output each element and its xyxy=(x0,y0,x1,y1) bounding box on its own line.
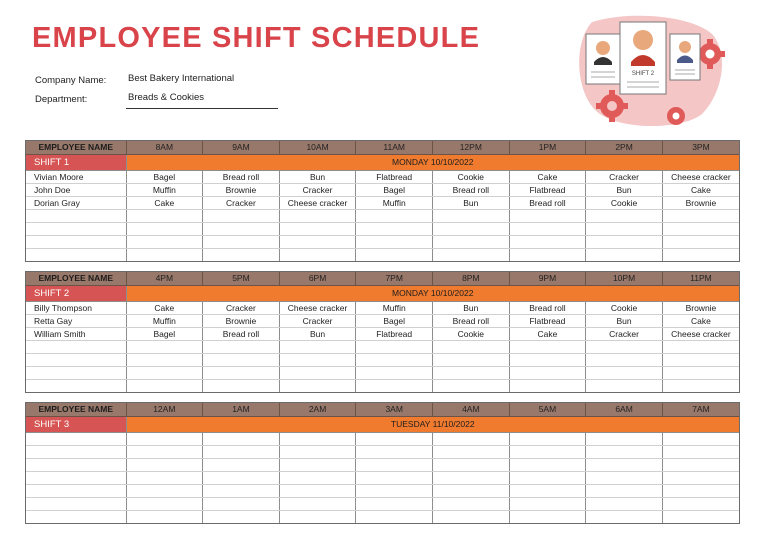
shift-cell[interactable] xyxy=(509,498,586,511)
time-header: 8PM xyxy=(433,272,510,286)
shift-cell[interactable] xyxy=(586,341,663,354)
shift-cell[interactable]: Cracker xyxy=(586,171,663,184)
shift-cell[interactable] xyxy=(126,249,203,262)
shift-cell[interactable] xyxy=(662,236,739,249)
shift-cell[interactable] xyxy=(126,446,203,459)
employee-name-cell[interactable]: William Smith xyxy=(26,328,126,341)
employee-name-cell[interactable] xyxy=(26,472,126,485)
shift-cell[interactable]: Bread roll xyxy=(509,302,586,315)
shift-cell[interactable]: Muffin xyxy=(356,197,433,210)
shift-cell[interactable] xyxy=(279,472,356,485)
table-row xyxy=(26,354,739,367)
card-label: SHIFT 2 xyxy=(631,71,655,77)
employee-name-cell[interactable]: Dorian Gray xyxy=(26,197,126,210)
shift-cell[interactable]: Cake xyxy=(126,197,203,210)
time-header: 6PM xyxy=(279,272,356,286)
shift-cell[interactable] xyxy=(586,249,663,262)
table-row xyxy=(26,433,739,446)
shift-cell[interactable] xyxy=(203,511,280,524)
shift-cell[interactable] xyxy=(203,433,280,446)
shift-cell[interactable] xyxy=(203,210,280,223)
shift-cell[interactable] xyxy=(356,223,433,236)
shift-cell[interactable]: Bread roll xyxy=(433,184,510,197)
shift-date: TUESDAY 11/10/2022 xyxy=(126,417,739,433)
shift-cell[interactable] xyxy=(126,433,203,446)
time-header: 2PM xyxy=(586,141,663,155)
shift-cell[interactable]: Flatbread xyxy=(509,184,586,197)
shift-label: SHIFT 2 xyxy=(26,286,126,302)
shift-cell[interactable]: Cracker xyxy=(279,184,356,197)
shift-cell[interactable] xyxy=(509,485,586,498)
shift-cell[interactable] xyxy=(126,459,203,472)
time-header: 5AM xyxy=(509,403,586,417)
shift-cell[interactable]: Cookie xyxy=(586,197,663,210)
employee-name-cell[interactable] xyxy=(26,249,126,262)
shift-cell[interactable] xyxy=(126,380,203,393)
shift-cell[interactable] xyxy=(662,485,739,498)
table-row xyxy=(26,249,739,262)
time-header: 3AM xyxy=(356,403,433,417)
shift-cell[interactable]: Cookie xyxy=(433,328,510,341)
shift-cell[interactable] xyxy=(279,210,356,223)
shift-cell[interactable]: Muffin xyxy=(356,302,433,315)
time-header: 3PM xyxy=(662,141,739,155)
shift-cell[interactable] xyxy=(279,341,356,354)
time-header: 4AM xyxy=(433,403,510,417)
shift-cell[interactable] xyxy=(662,249,739,262)
shift-cell[interactable] xyxy=(509,511,586,524)
shift-1-table xyxy=(26,141,739,261)
shift-cell[interactable] xyxy=(126,341,203,354)
shift-cell[interactable] xyxy=(356,354,433,367)
shift-cell[interactable] xyxy=(356,210,433,223)
shift-cell[interactable]: Bagel xyxy=(356,315,433,328)
time-header: 5PM xyxy=(203,272,280,286)
shift-cell[interactable]: Muffin xyxy=(126,184,203,197)
shift-row xyxy=(26,417,739,433)
shift-cell[interactable]: Flatbread xyxy=(509,315,586,328)
time-header: 9PM xyxy=(509,272,586,286)
shift-cell[interactable] xyxy=(279,498,356,511)
table-row xyxy=(26,223,739,236)
shift-cell[interactable]: Flatbread xyxy=(356,171,433,184)
table-row xyxy=(26,485,739,498)
shift-cell[interactable] xyxy=(662,498,739,511)
shift-cell[interactable]: Bun xyxy=(586,315,663,328)
shift-cell[interactable] xyxy=(509,433,586,446)
time-header: 4PM xyxy=(126,272,203,286)
employee-name-cell[interactable] xyxy=(26,498,126,511)
shift-cell[interactable] xyxy=(126,498,203,511)
shift-cell[interactable] xyxy=(433,485,510,498)
shift-cell[interactable] xyxy=(662,459,739,472)
shift-cell[interactable] xyxy=(203,223,280,236)
shift-cell[interactable] xyxy=(586,498,663,511)
page-title: EMPLOYEE SHIFT SCHEDULE xyxy=(32,22,481,54)
shift-cell[interactable]: Flatbread xyxy=(356,328,433,341)
shift-cell[interactable] xyxy=(509,367,586,380)
employee-name-cell[interactable] xyxy=(26,236,126,249)
shift-cell[interactable] xyxy=(203,459,280,472)
shift-cell[interactable]: Cake xyxy=(126,302,203,315)
shift-cell[interactable]: Brownie xyxy=(203,315,280,328)
shift-cell[interactable]: Bread roll xyxy=(203,171,280,184)
shift-cell[interactable] xyxy=(509,459,586,472)
shift-cell[interactable] xyxy=(586,459,663,472)
shift-cell[interactable] xyxy=(433,498,510,511)
shift-cell[interactable] xyxy=(509,249,586,262)
table-row xyxy=(26,236,739,249)
employee-name-header: EMPLOYEE NAME xyxy=(26,403,126,417)
shift-cell[interactable]: Cake xyxy=(662,184,739,197)
shift-cell[interactable] xyxy=(509,446,586,459)
shift-cell[interactable]: Bun xyxy=(279,328,356,341)
header-row xyxy=(26,141,739,155)
table-row xyxy=(26,367,739,380)
shift-cell[interactable] xyxy=(203,498,280,511)
shift-cell[interactable] xyxy=(433,511,510,524)
time-header: 7PM xyxy=(356,272,433,286)
shift-cell[interactable] xyxy=(279,249,356,262)
shift-cell[interactable]: Cracker xyxy=(586,328,663,341)
shift-cell[interactable] xyxy=(586,367,663,380)
shift-cell[interactable] xyxy=(586,472,663,485)
shift-cell[interactable]: Bun xyxy=(586,184,663,197)
department-underline xyxy=(126,108,278,109)
shift-cell[interactable] xyxy=(356,498,433,511)
shift-cell[interactable] xyxy=(509,472,586,485)
shift-cell[interactable] xyxy=(662,367,739,380)
shift-cell[interactable] xyxy=(356,380,433,393)
employee-name-cell[interactable] xyxy=(26,367,126,380)
shift-cell[interactable] xyxy=(586,210,663,223)
time-header: 8AM xyxy=(126,141,203,155)
time-header: 9AM xyxy=(203,141,280,155)
shift-cell[interactable] xyxy=(433,472,510,485)
header-row xyxy=(26,403,739,417)
shift-cell[interactable] xyxy=(662,341,739,354)
shift-cell[interactable]: Cake xyxy=(509,328,586,341)
shift-cell[interactable] xyxy=(509,223,586,236)
shift-cell[interactable] xyxy=(126,354,203,367)
employee-name-cell[interactable] xyxy=(26,223,126,236)
shift-cell[interactable] xyxy=(279,380,356,393)
shift-cell[interactable]: Cracker xyxy=(203,302,280,315)
shift-cell[interactable] xyxy=(279,433,356,446)
shift-cell[interactable] xyxy=(662,446,739,459)
shift-cell[interactable] xyxy=(126,223,203,236)
shift-cell[interactable] xyxy=(586,236,663,249)
shift-cell[interactable] xyxy=(662,223,739,236)
table-row xyxy=(26,511,739,524)
shift-cell[interactable] xyxy=(203,472,280,485)
shift-cell[interactable] xyxy=(662,511,739,524)
time-header: 11PM xyxy=(662,272,739,286)
table-row xyxy=(26,459,739,472)
shift-cell[interactable] xyxy=(586,446,663,459)
employee-name-cell[interactable] xyxy=(26,210,126,223)
shift-cell[interactable] xyxy=(356,236,433,249)
shift-cell[interactable] xyxy=(203,249,280,262)
shift-cell[interactable] xyxy=(203,380,280,393)
shift-cell[interactable]: Muffin xyxy=(126,315,203,328)
shift-cell[interactable] xyxy=(509,341,586,354)
employee-name-cell[interactable] xyxy=(26,433,126,446)
table-row xyxy=(26,197,739,210)
shift-cell[interactable]: Cookie xyxy=(586,302,663,315)
shift-cell[interactable] xyxy=(356,446,433,459)
shift-cell[interactable] xyxy=(279,223,356,236)
table-row xyxy=(26,472,739,485)
shift-cell[interactable] xyxy=(433,236,510,249)
shift-cell[interactable]: Brownie xyxy=(203,184,280,197)
time-header: 10AM xyxy=(279,141,356,155)
shift-label: SHIFT 1 xyxy=(26,155,126,171)
shift-cell[interactable]: Cracker xyxy=(279,315,356,328)
shift-cell[interactable] xyxy=(433,223,510,236)
employee-name-cell[interactable]: John Doe xyxy=(26,184,126,197)
time-header: 12AM xyxy=(126,403,203,417)
shift-cell[interactable] xyxy=(356,511,433,524)
shift-cell[interactable] xyxy=(203,367,280,380)
shift-cell[interactable] xyxy=(203,341,280,354)
time-header: 12PM xyxy=(433,141,510,155)
shift-cell[interactable] xyxy=(126,210,203,223)
shift-cell[interactable]: Cake xyxy=(509,171,586,184)
shift-cell[interactable] xyxy=(279,367,356,380)
employee-cards-gears-icon xyxy=(572,14,732,130)
shift-cell[interactable] xyxy=(356,367,433,380)
employee-name-cell[interactable] xyxy=(26,380,126,393)
shift-cell[interactable] xyxy=(433,341,510,354)
department-value: Breads & Cookies xyxy=(128,92,205,103)
shift-cell[interactable] xyxy=(279,236,356,249)
shift-cell[interactable]: Bread roll xyxy=(509,197,586,210)
header-row xyxy=(26,272,739,286)
employee-name-cell[interactable] xyxy=(26,341,126,354)
department-label: Department: xyxy=(35,94,88,105)
shift-date: MONDAY 10/10/2022 xyxy=(126,155,739,171)
shift-cell[interactable]: Cheese cracker xyxy=(279,302,356,315)
table-row xyxy=(26,341,739,354)
shift-cell[interactable] xyxy=(356,459,433,472)
company-name-label: Company Name: xyxy=(35,75,107,86)
table-row xyxy=(26,171,739,184)
shift-cell[interactable]: Cracker xyxy=(203,197,280,210)
employee-name-cell[interactable] xyxy=(26,511,126,524)
employee-name-header: EMPLOYEE NAME xyxy=(26,272,126,286)
shift-cell[interactable]: Cheese cracker xyxy=(662,171,739,184)
shift-cell[interactable] xyxy=(433,367,510,380)
shift-cell[interactable] xyxy=(433,210,510,223)
shift-row xyxy=(26,286,739,302)
company-name-value: Best Bakery International xyxy=(128,73,235,84)
shift-cell[interactable] xyxy=(356,433,433,446)
table-row xyxy=(26,184,739,197)
shift-cell[interactable] xyxy=(433,459,510,472)
shift-cell[interactable] xyxy=(356,249,433,262)
shift-cell[interactable]: Cake xyxy=(662,315,739,328)
time-header: 10PM xyxy=(586,272,663,286)
shift-cell[interactable]: Brownie xyxy=(662,197,739,210)
shift-cell[interactable] xyxy=(433,249,510,262)
employee-name-cell[interactable] xyxy=(26,485,126,498)
shift-cell[interactable] xyxy=(662,433,739,446)
shift-cell[interactable] xyxy=(509,210,586,223)
shift-cell[interactable] xyxy=(279,354,356,367)
shift-cell[interactable] xyxy=(509,236,586,249)
time-header: 7AM xyxy=(662,403,739,417)
shift-cell[interactable] xyxy=(509,380,586,393)
time-header: 1PM xyxy=(509,141,586,155)
shift-cell[interactable] xyxy=(586,433,663,446)
employee-name-cell[interactable] xyxy=(26,459,126,472)
shift-cell[interactable] xyxy=(433,446,510,459)
shift-cell[interactable] xyxy=(126,472,203,485)
shift-cell[interactable] xyxy=(433,433,510,446)
shift-cell[interactable]: Cheese cracker xyxy=(662,328,739,341)
shift-cell[interactable] xyxy=(203,354,280,367)
shift-cell[interactable] xyxy=(126,367,203,380)
table-row xyxy=(26,380,739,393)
shift-cell[interactable] xyxy=(356,485,433,498)
shift-cell[interactable]: Bun xyxy=(279,171,356,184)
shift-cell[interactable] xyxy=(203,446,280,459)
shift-cell[interactable] xyxy=(662,472,739,485)
shift-cell[interactable] xyxy=(662,354,739,367)
shift-3-table xyxy=(26,403,739,523)
shift-cell[interactable] xyxy=(662,210,739,223)
shift-cell[interactable] xyxy=(203,236,280,249)
shift-cell[interactable] xyxy=(586,354,663,367)
shift-cell[interactable] xyxy=(433,380,510,393)
time-header: 2AM xyxy=(279,403,356,417)
table-row xyxy=(26,315,739,328)
shift-cell[interactable] xyxy=(279,459,356,472)
shift-row xyxy=(26,155,739,171)
employee-name-cell[interactable] xyxy=(26,354,126,367)
table-row xyxy=(26,302,739,315)
shift-date: MONDAY 10/10/2022 xyxy=(126,286,739,302)
table-row xyxy=(26,498,739,511)
shift-cell[interactable]: Bread roll xyxy=(433,315,510,328)
shift-cell[interactable] xyxy=(356,472,433,485)
table-row xyxy=(26,446,739,459)
shift-cell[interactable]: Bagel xyxy=(356,184,433,197)
time-header: 6AM xyxy=(586,403,663,417)
shift-label: SHIFT 3 xyxy=(26,417,126,433)
table-row xyxy=(26,328,739,341)
shift-cell[interactable] xyxy=(586,511,663,524)
shift-cell[interactable] xyxy=(126,485,203,498)
shift-cell[interactable]: Bun xyxy=(433,302,510,315)
shift-cell[interactable]: Bun xyxy=(433,197,510,210)
shift-cell[interactable]: Cookie xyxy=(433,171,510,184)
shift-cell[interactable] xyxy=(586,223,663,236)
shift-cell[interactable] xyxy=(279,446,356,459)
shift-cell[interactable] xyxy=(126,511,203,524)
shift-cell[interactable] xyxy=(356,341,433,354)
shift-cell[interactable] xyxy=(126,236,203,249)
shift-cell[interactable] xyxy=(662,380,739,393)
shift-cell[interactable] xyxy=(586,485,663,498)
shift-cell[interactable]: Bagel xyxy=(126,328,203,341)
time-header: 1AM xyxy=(203,403,280,417)
shift-cell[interactable]: Bagel xyxy=(126,171,203,184)
employee-name-cell[interactable] xyxy=(26,446,126,459)
table-row xyxy=(26,210,739,223)
shift-cell[interactable] xyxy=(433,354,510,367)
employee-name-header: EMPLOYEE NAME xyxy=(26,141,126,155)
shift-cell[interactable] xyxy=(203,485,280,498)
employee-name-cell[interactable]: Vivian Moore xyxy=(26,171,126,184)
shift-cell[interactable] xyxy=(509,354,586,367)
employee-name-cell[interactable]: Billy Thompson xyxy=(26,302,126,315)
employee-name-cell[interactable]: Retta Gay xyxy=(26,315,126,328)
shift-cell[interactable] xyxy=(586,380,663,393)
shift-cell[interactable] xyxy=(279,485,356,498)
time-header: 11AM xyxy=(356,141,433,155)
shift-2-table xyxy=(26,272,739,392)
shift-cell[interactable]: Cheese cracker xyxy=(279,197,356,210)
shift-cell[interactable]: Bread roll xyxy=(203,328,280,341)
shift-cell[interactable] xyxy=(279,511,356,524)
shift-cell[interactable]: Brownie xyxy=(662,302,739,315)
